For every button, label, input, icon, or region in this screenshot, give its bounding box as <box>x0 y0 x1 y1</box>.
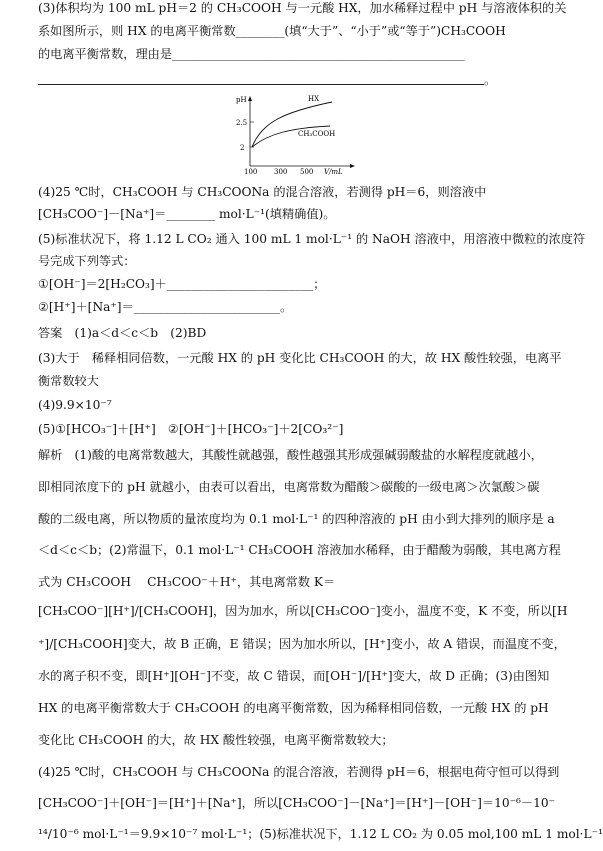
text-line: (4)9.9×10⁻⁷ <box>38 398 112 412</box>
text-line: ②[H⁺]＋[Na⁺]＝________________________。 <box>38 300 293 314</box>
y-axis-label: pH <box>236 96 247 104</box>
answer-blank-line <box>38 84 484 85</box>
text-line: 系如图所示，则 HX 的电离平衡常数________(填“大于”、“小于”或“等于”)CH₃COOH <box>38 24 506 38</box>
x-tick-label: 300 <box>274 168 288 176</box>
text-line: 号完成下列等式： <box>38 254 136 268</box>
x-tick-label: 100 <box>244 168 258 176</box>
text-line: (4)25 ℃时，CH₃COOH 与 CH₃COONa 的混合溶液，若测得 pH＝6，根据电荷守恒可以得到 <box>38 765 560 779</box>
y-tick-label: 2 <box>240 144 245 152</box>
hx-curve <box>252 102 332 147</box>
text-line: ＜d＜c＜b；(2)常温下，0.1 mol·L⁻¹ CH₃COOH 溶液加水稀释，由于醋酸为弱酸，其电离方程 <box>38 543 561 557</box>
text-line: 的电离平衡常数，理由是________________________________________________ <box>38 47 465 61</box>
y-tick-label: 2.5 <box>236 119 248 127</box>
text-line: ①[OH⁻]＝2[H₂CO₃]＋________________________； <box>38 277 326 291</box>
x-tick-label: 500 <box>300 168 314 176</box>
text-line: HX 的电离平衡常数大于 CH₃COOH 的电离平衡常数，因为稀释相同倍数，一元酸 HX 的 pH <box>38 701 549 715</box>
text-line: (3)大于 稀释相同倍数，一元酸 HX 的 pH 变化比 CH₃COOH 的大，故 HX 酸性较强，电离平 <box>38 351 562 365</box>
text-line: ⁺]/[CH₃COOH]变大，故 B 正确，E 错误；因为加水所以，[H⁺]变小，故 A 错误，而温度不变， <box>38 637 566 651</box>
text-line: 变化比 CH₃COOH 的大，故 HX 酸性较强，电离平衡常数较大； <box>38 733 394 747</box>
text-line: 酸的二级电离，所以物质的量浓度均为 0.1 mol·L⁻¹ 的四种溶液的 pH 由小到大排列的顺序是 a <box>38 512 555 526</box>
text-line: 式为 CH₃COOH CH₃COO⁻＋H⁺，其电离常数 K＝ <box>38 575 336 589</box>
text-line: 即相同浓度下的 pH 就越小，由表可以看出，电离常数为醋酸＞碳酸的一级电离＞次氯酸＞碳 <box>38 480 540 494</box>
x-axis-label: V/mL <box>324 168 343 176</box>
text-line: (4)25 ℃时，CH₃COOH 与 CH₃COONa 的混合溶液，若测得 pH＝6，则溶液中 <box>38 185 487 199</box>
text-line: 水的离子积不变，即[H⁺][OH⁻]不变，故 C 错误，而[OH⁻]/[H⁺]变大，故 D 正确；(3)由图知 <box>38 669 550 683</box>
text-line: [CH₃COO⁻]＋[OH⁻]＝[H⁺]＋[Na⁺]，所以[CH₃COO⁻]－[Na⁺]＝[H⁺]－[OH⁻]＝10⁻⁶－10⁻ <box>38 796 556 810</box>
curve-label-hx: HX <box>308 95 320 103</box>
text-line: [CH₃COO⁻][H⁺]/[CH₃COOH]，因为加水，所以[CH₃COO⁻]变小，温度不变，K 不变，所以[H <box>38 604 568 618</box>
curve-label-ch3cooh: CH₃COOH <box>298 130 336 138</box>
text-line: (3)体积均为 100 mL pH＝2 的 CH₃COOH 与一元酸 HX，加水稀释过程中 pH 与溶液体积的关 <box>38 1 567 15</box>
text-line: 。 <box>484 73 497 87</box>
ph-volume-figure <box>228 92 358 176</box>
text-line: (5)标准状况下，将 1.12 L CO₂ 通入 100 mL 1 mol·L⁻¹ 的 NaOH 溶液中，用溶液中微粒的浓度符 <box>38 232 586 246</box>
text-line: (5)①[HCO₃⁻]＋[H⁺] ②[OH⁻]＋[HCO₃⁻]＋2[CO₃²⁻] <box>38 422 344 436</box>
text-line: 解析 (1)酸的电离常数越大，其酸性就越强，酸性越强其形成强碱弱酸盐的水解程度就越小， <box>38 448 543 462</box>
text-line: [CH₃COO⁻]－[Na⁺]＝________ mol·L⁻¹(填精确值)。 <box>38 207 336 221</box>
text-line: 答案 (1)a＜d＜c＜b (2)BD <box>38 326 207 340</box>
text-line: 衡常数较大 <box>38 374 99 388</box>
text-line: ¹⁴/10⁻⁶ mol·L⁻¹＝9.9×10⁻⁷ mol·L⁻¹；(5)标准状况下，1.12 L CO₂ 为 0.05 mol,100 mL 1 mol·L⁻¹ <box>38 827 603 841</box>
